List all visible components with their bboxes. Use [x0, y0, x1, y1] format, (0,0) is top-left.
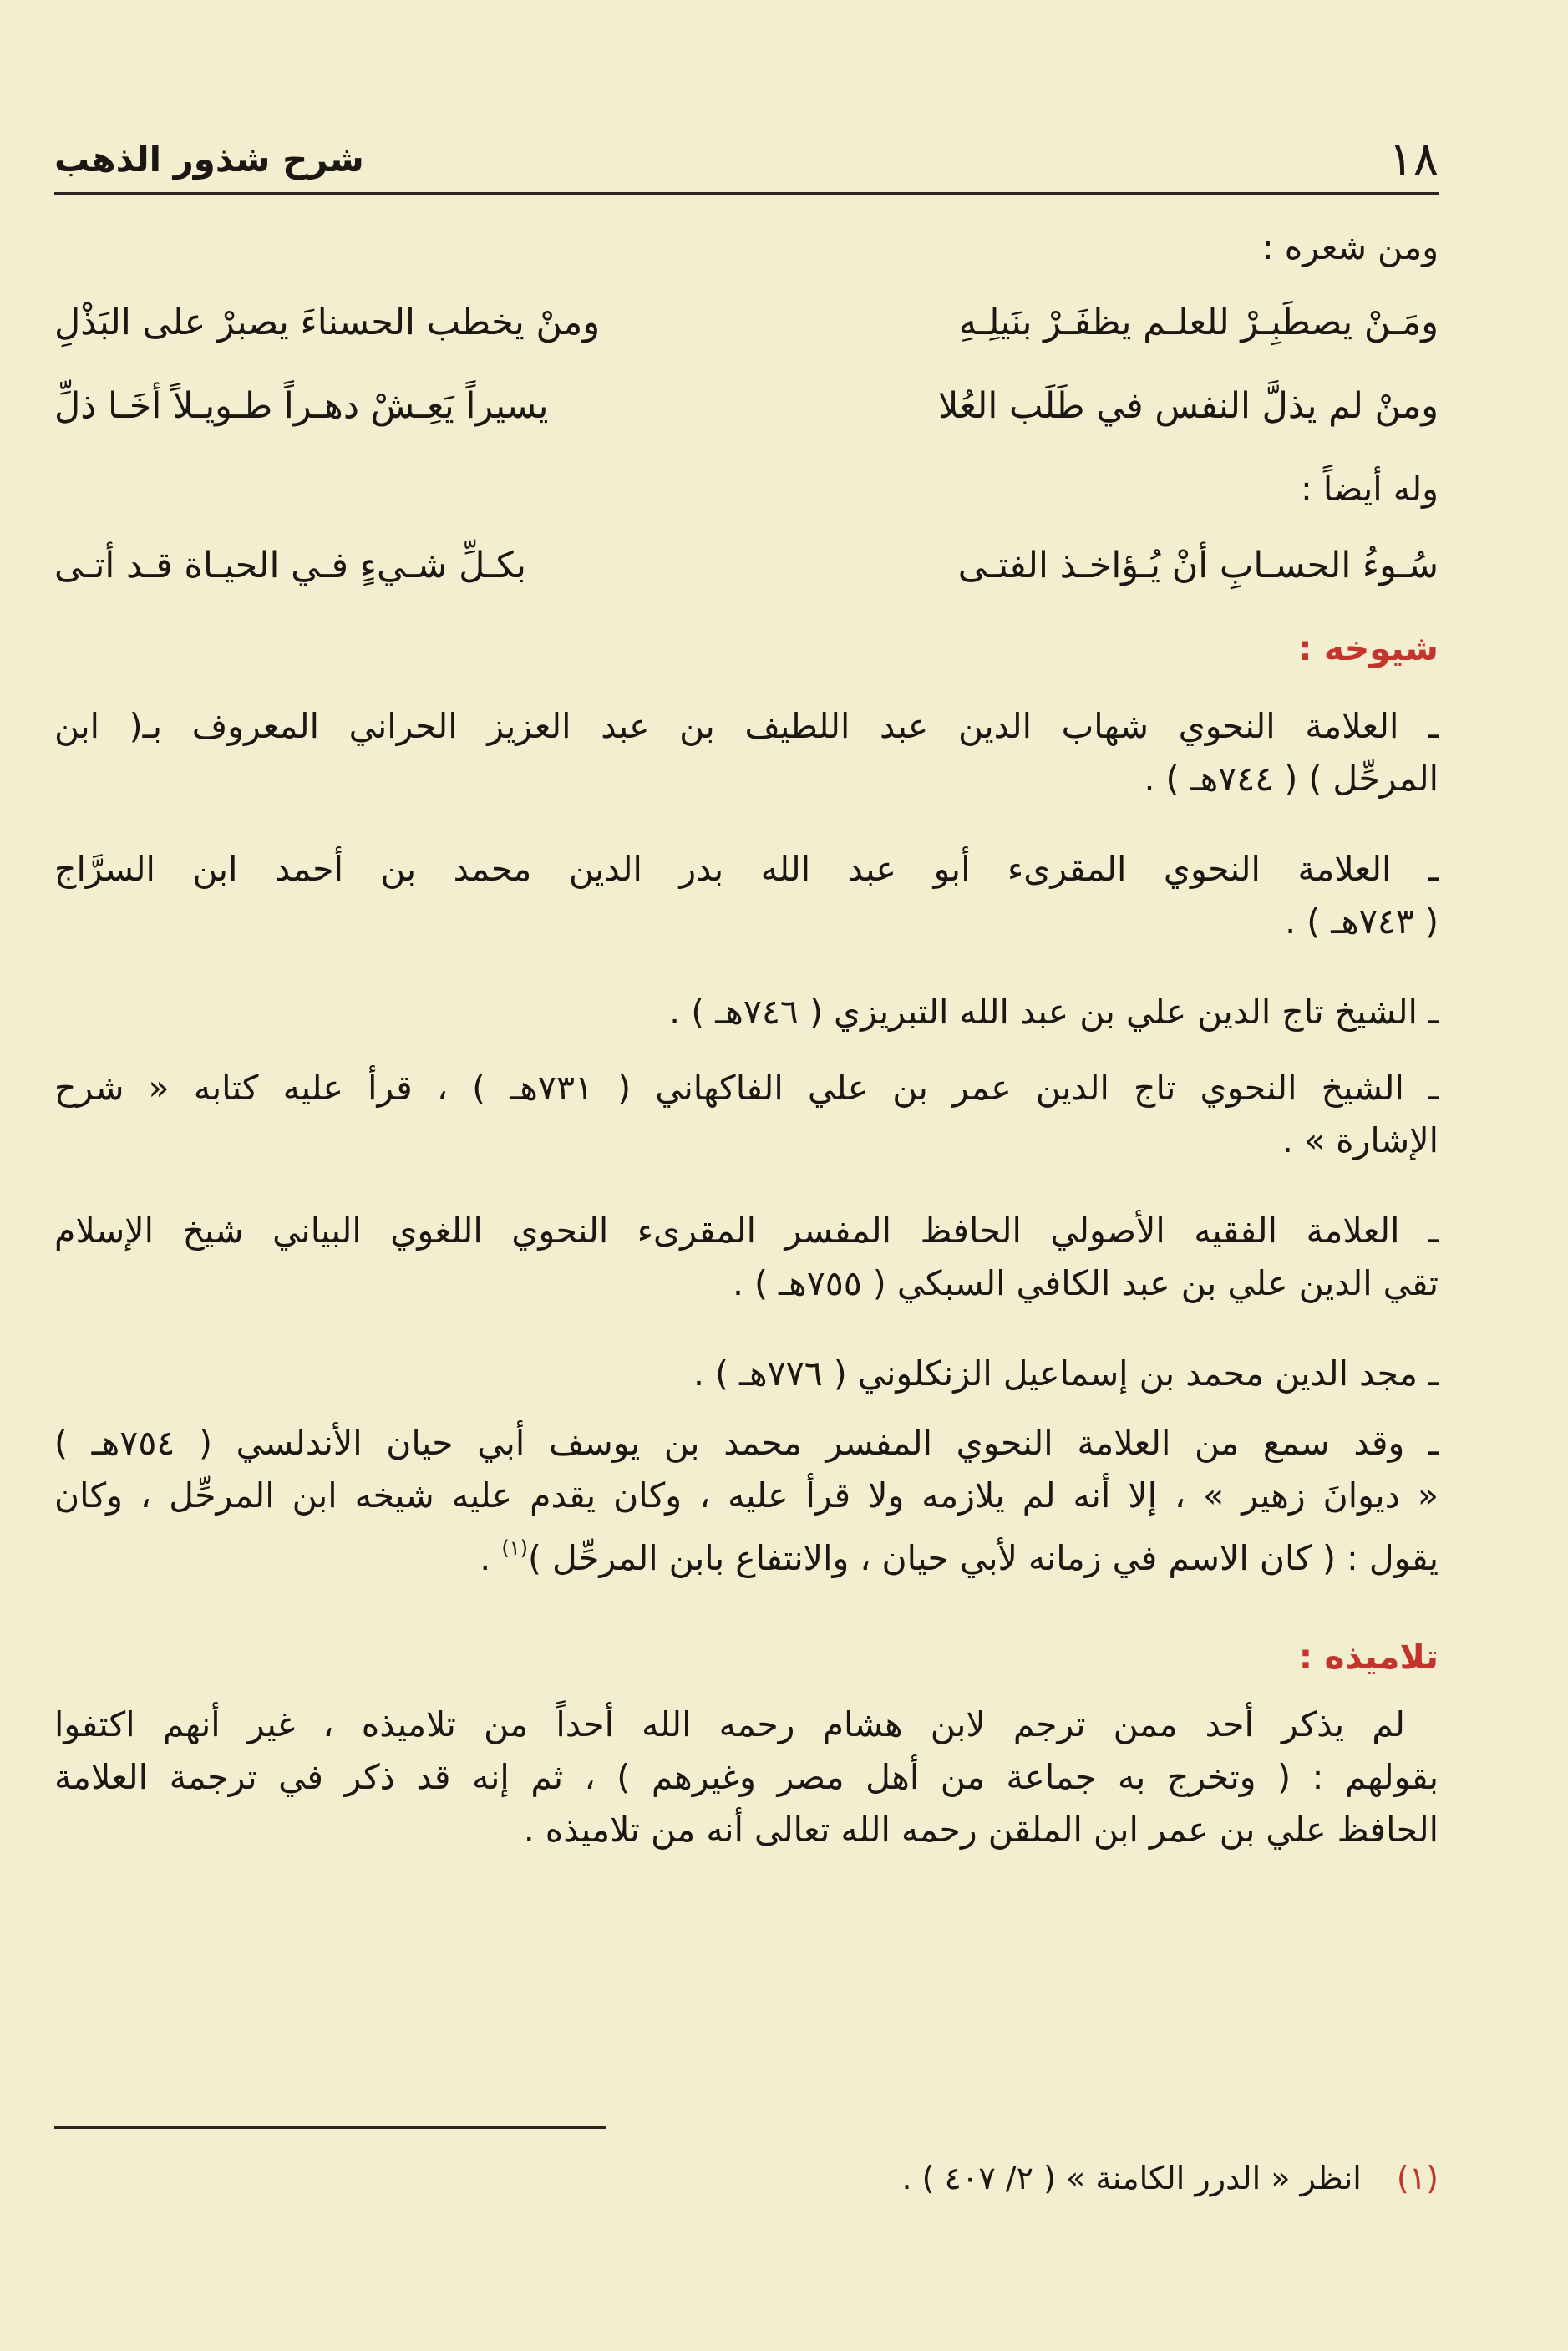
book-title: شرح شذور الذهب	[54, 138, 364, 180]
poetry-intro: ومن شعره :	[1261, 227, 1439, 267]
footnote	[901, 2160, 1439, 2196]
verse-first-half: سُـوءُ الحسـابِ أنْ يُـؤاخـذ الفتـى	[957, 545, 1439, 586]
verse-second-half: يسيراً يَعِـشْ دهـراً طـويـلاً أخَـا ذلِّ	[54, 385, 549, 427]
verse-line	[54, 364, 1439, 448]
verse-second-half: ومنْ يخطب الحسناءَ يصبرْ على البَذْلِ	[54, 302, 601, 343]
students-paragraph: لم يذكر أحد ممن ترجم لابن هشام رحمه الله أحداً من تلاميذه ، غير أنهم اكتفوا بقولهم : ( وتخرج به جماعة من أهل مصر وغيرهم ) ، ثم إنه قد ذكر في ترجمة العلامة الحافظ علي بن عمر ابن الملقن رحمه الله تعالى أنه من تلاميذه .	[54, 1704, 1439, 1850]
footnote-text: انظر « الدرر الكامنة » ( ٢/ ٤٠٧ ) .	[901, 2160, 1362, 2196]
verse-first-half: ومَـنْ يصطَبِـرْ للعلـم يظفَـرْ بنَيلِـهِ	[958, 302, 1439, 343]
section-heading-students: تلاميذه :	[1298, 1637, 1439, 1677]
footnote-marker: (١)	[1396, 2160, 1439, 2196]
teacher-item: ـ الشيخ النحوي تاج الدين عمر بن علي الفاكهاني ( ٧٣١هـ ) ، قرأ عليه كتابه « شرح الإشارة » .	[54, 1068, 1439, 1160]
teacher-item: ـ مجد الدين محمد بن إسماعيل الزنكلوني ( ٧٧٦هـ ) .	[693, 1353, 1439, 1394]
verse-first-half: ومنْ لم يذلَّ النفس في طَلَب العُلا	[937, 385, 1439, 427]
verse-second-half: بكـلِّ شـيءٍ فـي الحيـاة قـد أتـى	[54, 545, 526, 586]
poetry-intro: وله أيضاً :	[1300, 469, 1439, 509]
footnote-separator	[54, 2126, 606, 2129]
teacher-item: ـ العلامة النحوي المقرىء أبو عبد الله بدر الدين محمد بن أحمد ابن السرَّاج ( ٧٤٣هـ ) .	[54, 849, 1439, 942]
verse-line	[54, 281, 1439, 364]
teacher-item: ـ وقد سمع من العلامة النحوي المفسر محمد بن يوسف أبي حيان الأندلسي ( ٧٥٤هـ ) « ديوانَ زهير » ، إلا أنه لم يلازمه ولا قرأ عليه ، وكان يقدم عليه شيخه ابن المرحِّل ، وكان يقول : ( كان الاسم في زمانه لأبي حيان ، والانتفاع بابن المرحِّل )$^{(١)}$ .	[54, 1423, 1439, 1578]
teacher-item: ـ العلامة الفقيه الأصولي الحافظ المفسر المقرىء النحوي اللغوي البياني شيخ الإسلام تقي الدين علي بن عبد الكافي السبكي ( ٧٥٥هـ ) .	[54, 1211, 1439, 1303]
section-heading-teachers: شيوخه :	[1298, 628, 1439, 668]
page-content	[54, 221, 1439, 1856]
verse-line	[54, 524, 1439, 607]
teacher-item: ـ الشيخ تاج الدين علي بن عبد الله التبريزي ( ٧٤٦هـ ) .	[669, 992, 1439, 1032]
footnote-reference: (١)	[501, 1536, 528, 1560]
page-header	[54, 125, 1439, 195]
page-number: ١٨	[1388, 131, 1439, 186]
teacher-item: ـ العلامة النحوي شهاب الدين عبد اللطيف بن عبد العزيز الحراني المعروف بـ( ابن المرحِّل ) ( ٧٤٤هـ ) .	[54, 706, 1439, 799]
